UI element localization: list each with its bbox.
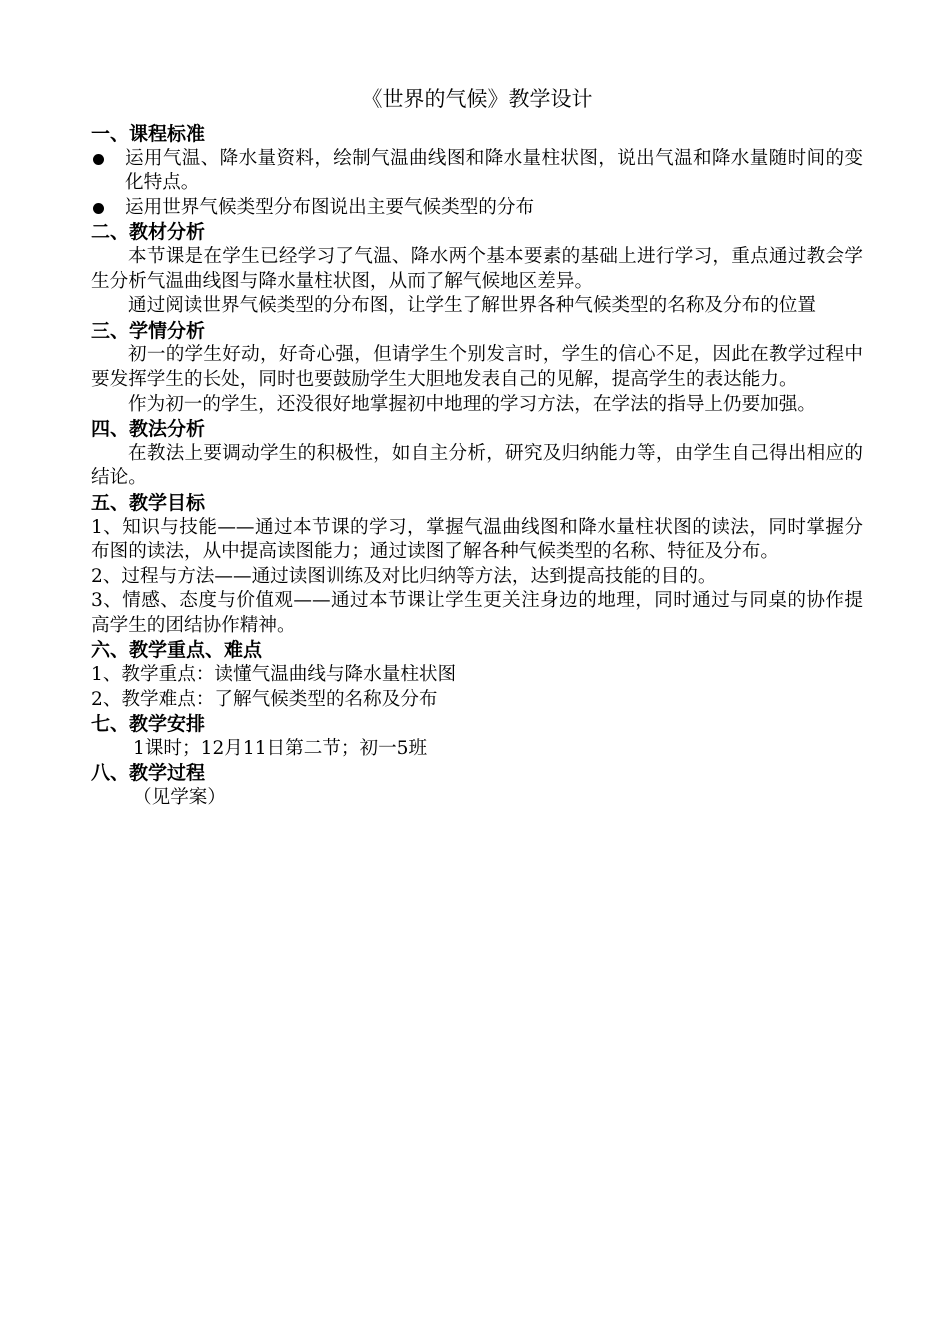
section-heading-student-analysis: 三、学情分析: [91, 319, 206, 342]
paragraph: 作为初一的学生，还没很好地掌握初中地理的学习方法，在学法的指导上仍要加强。: [128, 393, 816, 415]
objective-item: 3、情感、态度与价值观——通过本节课让学生更关注身边的地理，同时通过与同桌的协作提高学生的团结协作精神。: [91, 590, 863, 636]
section-heading-curriculum-standards: 一、课程标准: [91, 123, 206, 145]
key-point-item: 2、教学难点：了解气候类型的名称及分布: [91, 688, 438, 710]
objective-item: 2、过程与方法——通过读图训练及对比归纳等方法，达到提高技能的目的。: [91, 565, 717, 587]
bullet-dot-icon: [91, 147, 125, 196]
paragraph: 初一的学生好动，好奇心强，但请学生个别发言时，学生的信心不足，因此在教学过程中要发挥学生的长处，同时也要鼓励学生大胆地发表自己的见解，提高学生的表达能力。: [91, 344, 863, 390]
document-page: [91, 84, 863, 811]
paragraph: 本节课是在学生已经学习了气温、降水两个基本要素的基础上进行学习，重点通过教会学生分析气温曲线图与降水量柱状图，从而了解气候地区差异。: [91, 245, 863, 292]
objective-item: 1、知识与技能——通过本节课的学习，掌握气温曲线图和降水量柱状图的读法，同时掌握分布图的读法，从中提高读图能力；通过读图了解各种气候类型的名称、特征及分布。: [91, 516, 863, 563]
paragraph: 通过阅读世界气候类型的分布图，让学生了解世界各种气候类型的名称及分布的位置: [128, 295, 816, 317]
bullet-item: [91, 196, 863, 221]
section-heading-teaching-objectives: 五、教学目标: [91, 491, 206, 514]
section-heading-schedule: 七、教学安排: [91, 713, 206, 736]
section-heading-key-points: 六、教学重点、难点: [91, 639, 263, 662]
paragraph: 在教法上要调动学生的积极性，如自主分析，研究及归纳能力等，由学生自己得出相应的结论。: [91, 442, 863, 489]
bullet-text: 运用世界气候类型分布图说出主要气候类型的分布: [125, 196, 535, 218]
process-text: （见学案）: [133, 787, 226, 809]
bullet-dot-icon: [91, 196, 125, 221]
section-heading-teaching-method: 四、教法分析: [91, 418, 206, 441]
schedule-text: 1课时；12月11日第二节；初一5班: [133, 737, 428, 759]
document-title: 《世界的气候》教学设计: [361, 87, 593, 111]
section-heading-textbook-analysis: 二、教材分析: [91, 221, 206, 244]
bullet-item: [91, 147, 863, 196]
section-heading-teaching-process: 八、教学过程: [91, 762, 206, 785]
key-point-item: 1、教学重点：读懂气温曲线与降水量柱状图: [91, 664, 457, 686]
bullet-text: 运用气温、降水量资料，绘制气温曲线图和降水量柱状图，说出气温和降水量随时间的变化特点。: [125, 147, 863, 194]
